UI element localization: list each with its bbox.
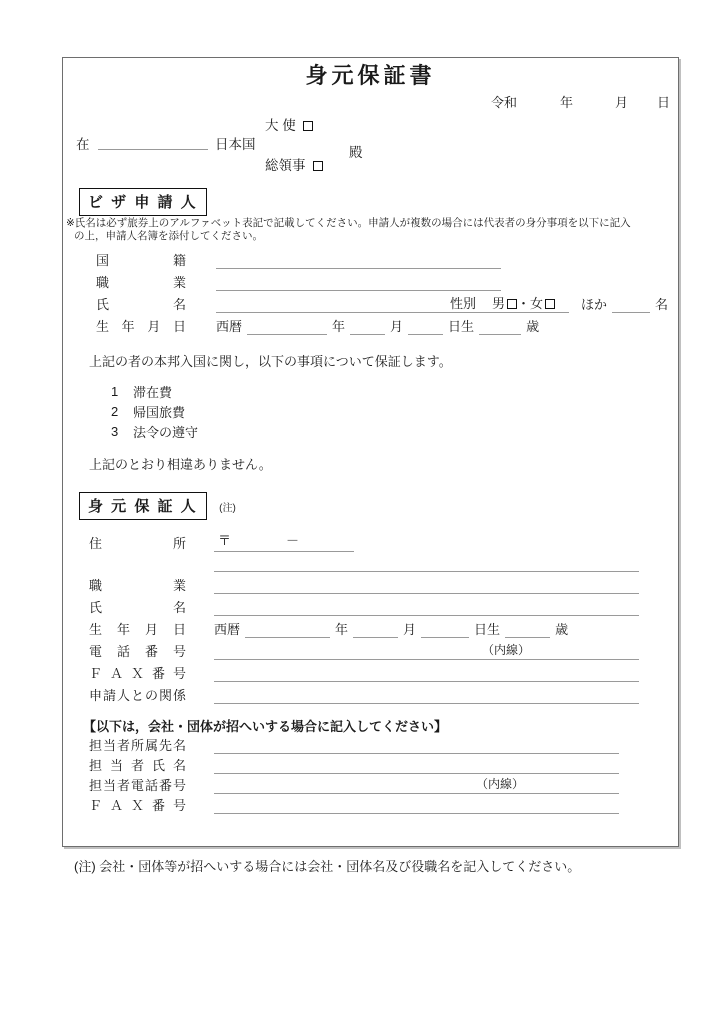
address-label: 住所 — [89, 536, 186, 551]
company-fax-input-line[interactable] — [214, 796, 619, 814]
company-phone-input-line[interactable] — [214, 776, 619, 794]
relation-input-line[interactable] — [214, 686, 639, 704]
honorific-label: 殿 — [349, 145, 363, 160]
female-checkbox[interactable] — [545, 299, 555, 309]
birth-day-input-line[interactable] — [408, 317, 443, 335]
pledge-list — [63, 381, 678, 441]
company-org-label: 担当者所属先名 — [89, 738, 186, 753]
nationality-row — [96, 247, 678, 269]
guarantor-birth-month-input-line[interactable] — [353, 620, 398, 638]
guarantor-birth-day-input-line[interactable] — [421, 620, 469, 638]
company-fax-label: ＦＡＸ番号 — [89, 798, 186, 813]
applicant-section-heading: ビ ザ 申 請 人 — [79, 188, 207, 216]
company-person-input-line[interactable] — [214, 756, 619, 774]
guarantor-birth-month-suffix: 月 — [403, 622, 417, 637]
date-row — [63, 92, 678, 108]
birth-label: 生年月日 — [96, 319, 186, 334]
male-label: 男 — [491, 296, 505, 311]
day-suffix-label: 日 — [657, 95, 671, 110]
birth-month-input-line[interactable] — [350, 317, 385, 335]
pledge-item-text: 滞在費 — [133, 384, 173, 400]
guarantor-phone-row — [89, 638, 678, 660]
sex-group — [450, 293, 555, 312]
month-suffix-label: 月 — [615, 95, 629, 110]
consul-label: 総領事 — [265, 158, 306, 173]
in-prefix-label: 在 — [76, 137, 90, 152]
form-sheet — [62, 57, 679, 847]
pledge-closing: 上記のとおり相違ありません。 — [89, 457, 272, 472]
occupation-label: 職業 — [96, 275, 186, 290]
era-label: 令和 — [491, 95, 518, 110]
female-label: 女 — [529, 296, 543, 311]
pledge-item-number: 2 — [111, 403, 119, 419]
postal-code-input-line[interactable] — [214, 532, 354, 552]
guarantor-name-label: 氏名 — [89, 600, 186, 615]
company-person-row — [89, 754, 678, 774]
nationality-input-line[interactable] — [216, 251, 501, 269]
pledge-item-text: 帰国旅費 — [133, 404, 186, 420]
guarantor-phone-input-line[interactable] — [214, 642, 639, 660]
company-phone-label: 担当者電話番号 — [89, 778, 186, 793]
guarantor-calendar-label: 西暦 — [214, 622, 241, 637]
form-title: 身元保証書 — [305, 63, 436, 88]
address-line2-row — [214, 552, 678, 572]
applicant-note — [66, 217, 678, 243]
guarantor-birth-year-input-line[interactable] — [245, 620, 330, 638]
applicant-birth-row — [96, 313, 678, 335]
footer-note: (注) 会社・団体等が招へいする場合には会社・団体名及び役職名を記入してください。 — [74, 859, 581, 874]
pledge-item — [111, 401, 678, 421]
name-row — [96, 291, 678, 313]
male-checkbox[interactable] — [507, 299, 517, 309]
guarantor-fax-row — [89, 660, 678, 682]
year-suffix-label: 年 — [560, 95, 574, 110]
guarantor-fields — [63, 528, 678, 704]
company-extension-label: （内線） — [476, 777, 525, 791]
company-fields — [63, 734, 678, 814]
name-input-line[interactable] — [216, 295, 569, 313]
pledge-item-number: 1 — [111, 383, 119, 399]
birth-day-suffix: 日生 — [448, 319, 475, 334]
applicant-fields — [63, 247, 678, 335]
relation-label: 申請人との関係 — [89, 688, 186, 703]
pledge-intro: 上記の者の本邦入国に関し，以下の事項について保証します。 — [89, 354, 452, 369]
guarantor-fax-label: ＦＡＸ番号 — [89, 666, 186, 681]
guarantor-age-input-line[interactable] — [505, 620, 550, 638]
guarantor-name-input-line[interactable] — [214, 598, 639, 616]
pledge-item — [111, 421, 678, 441]
postal-dash: － — [286, 533, 300, 548]
postal-mark: 〒 — [218, 533, 232, 548]
guarantor-birth-day-suffix: 日生 — [474, 622, 501, 637]
company-phone-row — [89, 774, 678, 794]
applicant-note-line1: ※氏名は必ず旅券上のアルファベット表記で記載してください。申請人が複数の場合には代表者の身分事項を以下に記入 — [66, 217, 631, 229]
nationality-label: 国籍 — [96, 253, 186, 268]
country-label: 日本国 — [215, 137, 256, 152]
other-count-input-line[interactable] — [612, 295, 650, 313]
guarantor-birth-row — [89, 616, 678, 638]
calendar-label: 西暦 — [216, 319, 243, 334]
pledge-item — [111, 381, 678, 401]
company-person-label: 担当者氏名 — [89, 758, 186, 773]
relation-row — [89, 682, 678, 704]
ambassador-option — [265, 114, 313, 134]
guarantor-fax-input-line[interactable] — [214, 664, 639, 682]
name-label: 氏名 — [96, 297, 186, 312]
pledge-item-text: 法令の遵守 — [133, 424, 199, 440]
ambassador-checkbox[interactable] — [303, 121, 313, 131]
location-input-line[interactable] — [98, 132, 208, 150]
company-org-input-line[interactable] — [214, 736, 619, 754]
address-row — [89, 528, 678, 552]
company-org-row — [89, 734, 678, 754]
sex-separator: ・ — [516, 296, 530, 311]
guarantor-note-mark: (注) — [219, 503, 236, 514]
persons-suffix-label: 名 — [655, 297, 669, 312]
guarantor-birth-year-suffix: 年 — [335, 622, 349, 637]
occupation-row — [96, 269, 678, 291]
address-input-line[interactable] — [214, 554, 639, 572]
guarantor-occupation-row — [89, 572, 678, 594]
guarantor-occupation-input-line[interactable] — [214, 576, 639, 594]
birth-month-suffix: 月 — [390, 319, 404, 334]
occupation-input-line[interactable] — [216, 273, 501, 291]
extension-label: （内線） — [482, 643, 531, 657]
guarantor-phone-label: 電話番号 — [89, 644, 186, 659]
company-fax-row — [89, 794, 678, 814]
addressee-block — [63, 108, 678, 174]
guarantor-birth-label: 生年月日 — [89, 622, 186, 637]
applicant-note-line2: の上，申請人名簿を添付してください。 — [74, 230, 263, 242]
age-input-line[interactable] — [479, 317, 521, 335]
sex-label: 性別 — [449, 296, 476, 311]
guarantor-occupation-label: 職業 — [89, 578, 186, 593]
guarantor-age-suffix: 歳 — [555, 622, 569, 637]
consul-option — [265, 154, 323, 174]
guarantor-section-heading-row — [79, 492, 678, 518]
birth-year-input-line[interactable] — [247, 317, 327, 335]
pledge-item-number: 3 — [111, 423, 119, 439]
age-suffix: 歳 — [526, 319, 540, 334]
other-label: ほか — [581, 297, 608, 312]
birth-year-suffix: 年 — [332, 319, 346, 334]
applicant-section-heading-row — [79, 188, 678, 214]
ambassador-label: 大 使 — [265, 118, 296, 133]
consul-checkbox[interactable] — [313, 161, 323, 171]
guarantor-name-row — [89, 594, 678, 616]
company-section-heading: 【以下は，会社・団体が招へいする場合に記入してください】 — [83, 719, 448, 734]
guarantor-section-heading: 身 元 保 証 人 — [79, 492, 207, 520]
